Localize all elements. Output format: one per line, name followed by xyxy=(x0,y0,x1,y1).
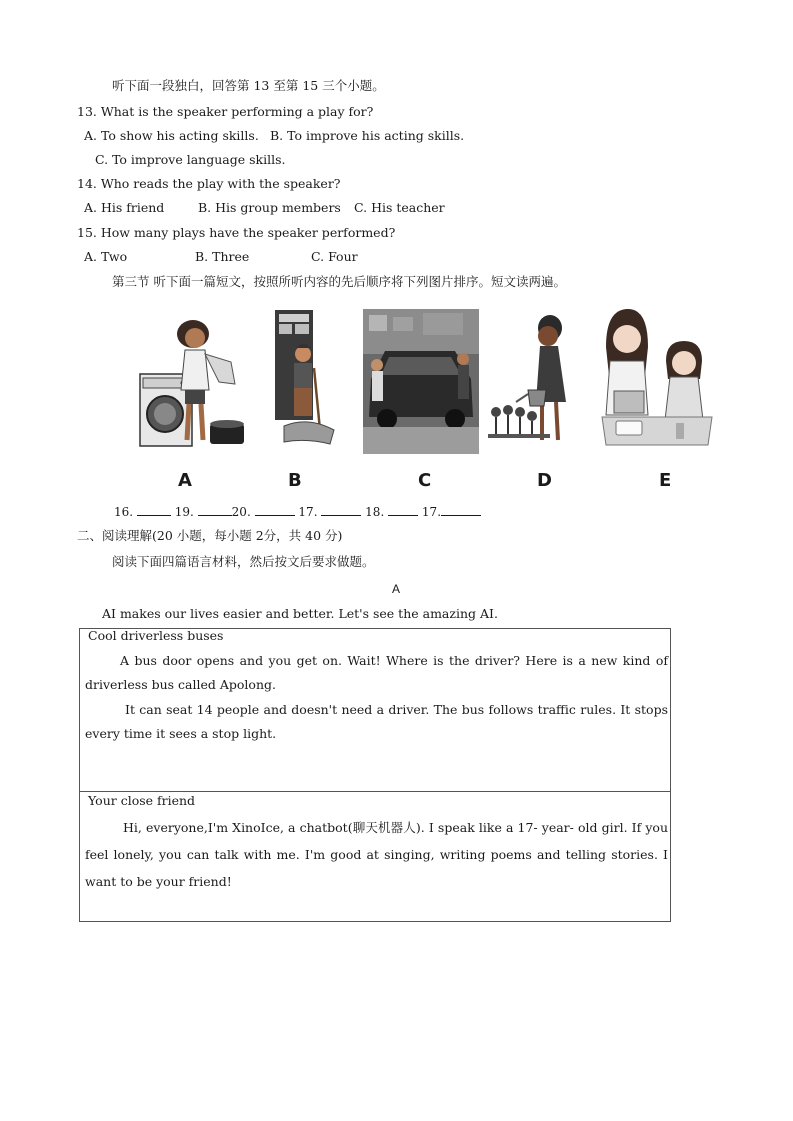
box-close-friend xyxy=(79,791,671,922)
q15-option-c: C. Four xyxy=(311,249,358,264)
answer-17b-blank[interactable] xyxy=(441,503,481,516)
q13-option-a: A. To show his acting skills. xyxy=(84,128,259,143)
box1-paragraph-1: A bus door opens and you get on. Wait! Where is the driver? Here is a new kind of driverless bus called Apolong. xyxy=(85,653,668,692)
passage-label: A xyxy=(392,582,401,596)
q14-option-a: A. His friend xyxy=(84,200,165,215)
q14-option-b: B. His group members xyxy=(198,200,341,215)
question-14: 14. Who reads the play with the speaker? xyxy=(77,176,341,191)
box-driverless-buses xyxy=(79,628,671,792)
q13-option-b: B. To improve his acting skills. xyxy=(270,128,465,143)
answer-line xyxy=(114,503,481,520)
picture-e-cooking xyxy=(600,305,715,453)
answer-17-blank[interactable] xyxy=(321,503,361,516)
q14-option-c: C. His teacher xyxy=(354,200,445,215)
answer-19-label: 19. xyxy=(174,505,194,519)
box2-title: Your close friend xyxy=(88,793,196,808)
answer-16-blank[interactable] xyxy=(137,503,171,516)
answer-20-blank[interactable] xyxy=(255,503,295,516)
picture-d-watering xyxy=(488,312,580,452)
answer-16-label: 16. xyxy=(114,505,134,519)
q15-option-a: A. Two xyxy=(84,249,128,264)
picture-letter-b: B xyxy=(288,470,302,491)
part2-heading: 二、阅读理解(20 小题，每小题 2分，共 40 分) xyxy=(77,528,343,543)
answer-17b-label: 17. xyxy=(421,505,442,519)
picture-letter-a: A xyxy=(178,470,192,491)
box1-paragraph-2: It can seat 14 people and doesn't need a driver. The bus follows traffic rules. It stops every time it sees a stop light. xyxy=(85,702,668,741)
question-15: 15. How many plays have the speaker performed? xyxy=(77,225,396,240)
question-13: 13. What is the speaker performing a play for? xyxy=(77,104,374,119)
answer-18-label: 18. xyxy=(365,505,385,519)
box2-paragraph-1: Hi, everyone,I'm XinoIce, a chatbot(聊天机器人). I speak like a 17- year- old girl. If you feel lonely, you can talk with me. I'm good at singing, writing poems and telling stories. I want to be your friend! xyxy=(85,820,668,889)
part2-instruction: 阅读下面四篇语言材料，然后按文后要求做题。 xyxy=(112,554,375,569)
section3-intro: 第三节 听下面一篇短文，按照所听内容的先后顺序将下列图片排序。短文读两遍。 xyxy=(112,274,566,289)
picture-a-laundry xyxy=(135,312,250,452)
passage-lead: AI makes our lives easier and better. Let's see the amazing AI. xyxy=(102,606,498,621)
answer-20-label: 20. xyxy=(231,505,251,519)
listening-intro: 听下面一段独白，回答第 13 至第 15 三个小题。 xyxy=(112,78,385,93)
answer-18-blank[interactable] xyxy=(388,503,418,516)
answer-17-label: 17. xyxy=(298,505,318,519)
picture-b-sweeping xyxy=(270,308,340,453)
picture-c-car-wash xyxy=(363,309,479,454)
box1-title: Cool driverless buses xyxy=(88,628,224,643)
picture-letter-c: C xyxy=(418,470,432,491)
answer-19-blank[interactable] xyxy=(198,503,232,516)
picture-letter-d: D xyxy=(537,470,552,491)
q13-option-c: C. To improve language skills. xyxy=(95,152,286,167)
picture-letter-e: E xyxy=(659,470,672,491)
q15-option-b: B. Three xyxy=(195,249,250,264)
